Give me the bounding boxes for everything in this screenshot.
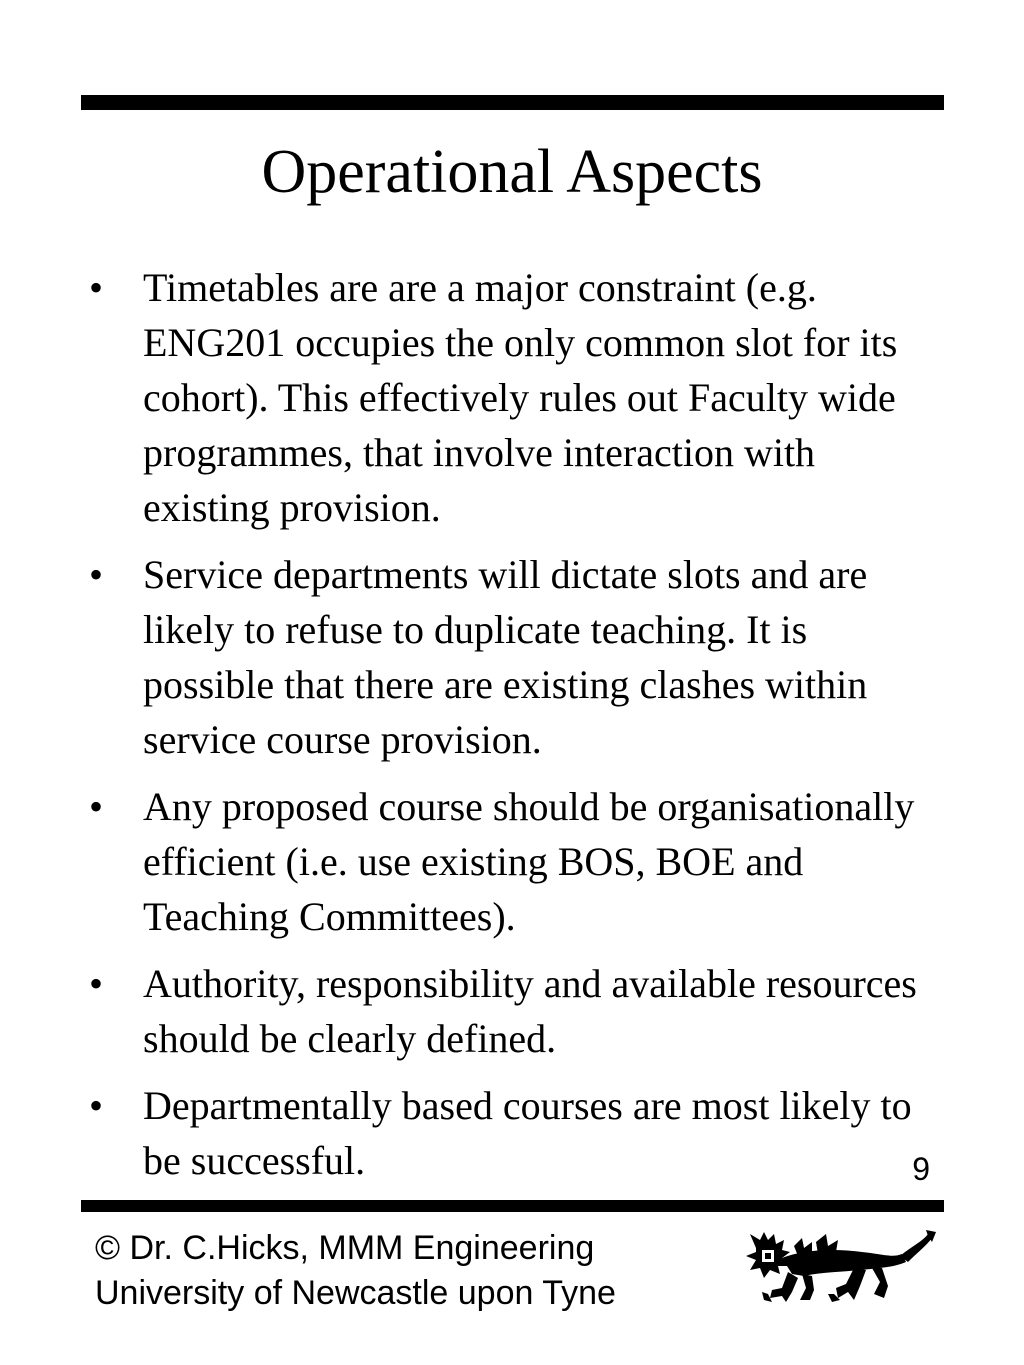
bullet-icon: •	[89, 1083, 104, 1128]
footer-institution: University of Newcastle upon Tyne	[95, 1274, 616, 1312]
top-rule	[81, 95, 944, 110]
slide-title: Operational Aspects	[261, 138, 763, 206]
bottom-rule	[81, 1200, 944, 1212]
bullet-text: Service departments will dictate slots and are likely to refuse to duplicate teaching. It is possible that there are existing clashes within service course provision.	[143, 552, 868, 762]
bullet-list	[0, 260, 1024, 1200]
footer-author: © Dr. C.Hicks, MMM Engineering	[95, 1229, 595, 1267]
list-item	[0, 1078, 1024, 1188]
footer-credits	[95, 1226, 616, 1316]
list-item	[0, 547, 1024, 767]
list-item	[0, 260, 1024, 535]
page-number: 9	[912, 1151, 930, 1187]
bullet-icon: •	[89, 552, 104, 597]
bullet-icon: •	[89, 784, 104, 829]
list-item	[0, 956, 1024, 1066]
bullet-text: Authority, responsibility and available resources should be clearly defined.	[143, 961, 917, 1061]
bullet-text: Timetables are are a major constraint (e.g. ENG201 occupies the only common slot for its cohort). This effectively rules out Faculty wide programmes, that involve interaction with existing provision.	[143, 265, 898, 530]
list-item	[0, 779, 1024, 944]
lion-emblem-icon	[742, 1228, 937, 1308]
bullet-icon: •	[89, 961, 104, 1006]
bullet-text: Any proposed course should be organisationally efficient (i.e. use existing BOS, BOE and Teaching Committees).	[143, 784, 915, 939]
bullet-icon: •	[89, 265, 104, 310]
bullet-text: Departmentally based courses are most likely to be successful.	[143, 1083, 912, 1183]
